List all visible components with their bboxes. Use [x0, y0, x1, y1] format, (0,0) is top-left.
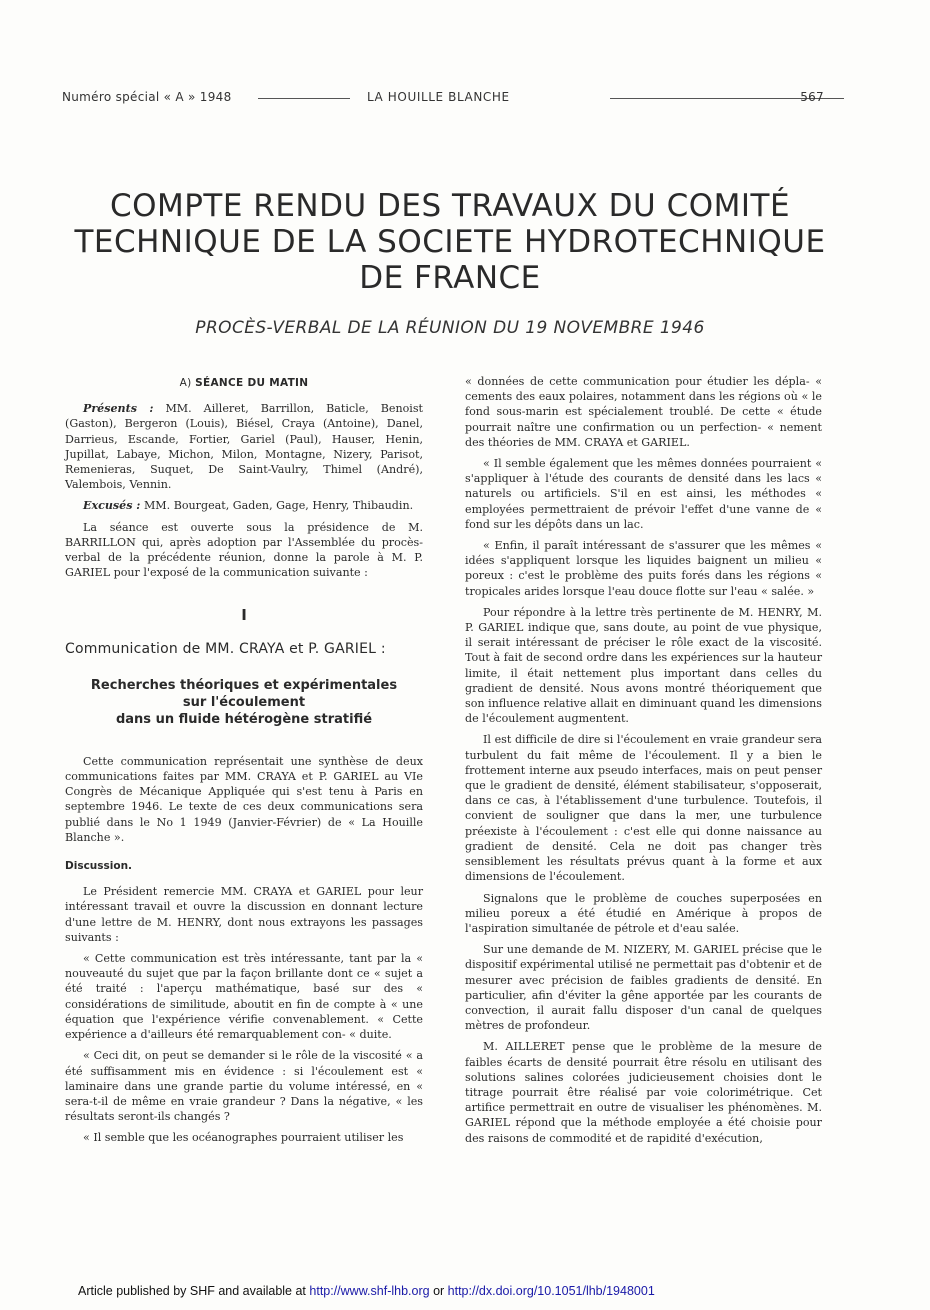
discussion-paragraph-3: « Ceci dit, on peut se demander si le rôle de la viscosité « a été suffisamment mis en évidence : si l'écoulement est « laminaire dans une grande partie du volume intéressé, en « sera-t-il de même en vraie grandeur ? Dans la négative, « les résultats seront-ils changés ? [65, 1049, 423, 1124]
footer-prefix: Article published by SHF and available at [78, 1284, 310, 1298]
footer-or: or [429, 1284, 448, 1298]
section-prefix: A) [179, 377, 192, 389]
right-paragraph-6: Signalons que le problème de couches superposées en milieu poreux a été étudié en Amérique à propos de l'aspiration simultanée de pétrole et d'eau salée. [465, 891, 822, 935]
right-paragraph-4: Pour répondre à la lettre très pertinente de M. HENRY, M. P. GARIEL indique que, sans doute, au point de vue physique, il serait intéressant de préciser le rôle exact de la viscosité. Tout à fait de second ordre dans les expériences sur la hauteur limite, il était nettement plus important dans celles du gradient de densité. Nous avons montré théoriquement que son influence relative allait en diminuant quand les dimensions de l'écoulement augmentent. [465, 605, 822, 726]
comm-title-line-1: Recherches théoriques et expérimentales [90, 677, 398, 693]
doi-link[interactable]: http://dx.doi.org/10.1051/lhb/1948001 [447, 1284, 655, 1298]
publication-footer [78, 1284, 655, 1298]
right-paragraph-7: Sur une demande de M. NIZERY, M. GARIEL précise que le dispositif expérimental utilisé ne permettait pas d'obtenir et de mesurer avec précision de faibles gradients de densité. En particulier, afin d'éviter la gêne apportée par les courants de convection, il aurait fallu disposer d'un canal de quelques mètres de profondeur. [465, 943, 822, 1033]
page-number: 567 [800, 90, 824, 104]
presents-text: MM. Ailleret, Barrillon, Baticle, Benoist (Gaston), Bergeron (Louis), Biésel, Craya (Antoine), Danel, Darrieus, Escande, Fortier, Gariel (Paul), Hauser, Henin, Jupillat, Labaye, Michon, Milon, Montagne, Nizery, Parisot, Remenieras, Suquet, De Saint-Vaulry, Thimel (André), Valembois, Vennin. [65, 402, 423, 492]
journal-name: LA HOUILLE BLANCHE [367, 90, 510, 104]
right-paragraph-1: « données de cette communication pour étudier les dépla- « cements des eaux polaires, notamment dans les régions où « le fond sous-marin est spécialement troublé. De cette « étude pourrait naître une confirmation ou un perfection- « nement des théories de MM. CRAYA et GARIEL. [465, 375, 822, 449]
discussion-paragraph-4: « Il semble que les océanographes pourraient utiliser les [83, 1131, 404, 1145]
excuses-label: Excusés : [83, 499, 141, 513]
excuses-paragraph [65, 498, 423, 513]
presents-paragraph [65, 401, 423, 492]
discussion-paragraph-2: « Cette communication est très intéressante, tant par la « nouveauté du sujet que par la façon brillante dont ce « sujet a été traité : l'aperçu mathématique, basé sur des « considérations de similitude, aboutit en fin de compte à « une équation que l'expérience vérifie convenablement. « Cette expérience a d'ailleurs été remarquablement con- « duite. [65, 952, 423, 1042]
header-rule-left [258, 98, 350, 99]
issue-label: Numéro spécial « A » 1948 [62, 90, 232, 104]
right-paragraph-3: « Enfin, il paraît intéressant de s'assurer que les mêmes « idées s'appliquent lorsque les liquides baignent un milieu « poreux : c'est le problème des puits forés dans les régions « tropicales arides lorsque l'eau douce flotte sur l'eau « salée. » [465, 539, 822, 598]
communication-heading: Communication de MM. CRAYA et P. GARIEL : [65, 640, 386, 657]
discussion-paragraph-1: Le Président remercie MM. CRAYA et GARIEL pour leur intéressant travail et ouvre la discussion en donnant lecture d'une lettre de M. HENRY, dont nous extrayons les passages suivants : [65, 885, 423, 944]
excuses-text: MM. Bourgeat, Gaden, Gage, Henry, Thibaudin. [143, 499, 414, 513]
right-paragraph-8: M. AILLERET pense que le problème de la mesure de faibles écarts de densité pourrait être résolu en utilisant des solutions salines colorées judicieusement choisies dont le titrage pourrait être réalisé par voie colorimétrique. Cet artifice permettrait en outre de visualiser les phénomènes. M. GARIEL répond que la méthode employée a été choisie pour des raisons de commodité et de rapidité d'exécution, [465, 1040, 822, 1145]
comm-title-line-2: sur l'écoulement [182, 694, 306, 710]
right-paragraph-2: « Il semble également que les mêmes données pourraient « s'appliquer à l'étude des courants de densité dans les lacs « naturels ou artificiels. S'il en est ainsi, les méthodes « employées permettraient de prévoir l'effet d'une vanne de « fond sur les dépôts dans un lac. [465, 457, 822, 531]
opening-paragraph: La séance est ouverte sous la présidence de M. BARRILLON qui, après adoption par l'Assemblée du procès-verbal de la précédente réunion, donne la parole à M. P. GARIEL pour l'exposé de la communication suivante : [65, 520, 423, 580]
comm-title-line-3: dans un fluide hétérogène stratifié [115, 711, 373, 727]
presents-label: Présents : [83, 402, 154, 416]
communication-title [65, 677, 423, 728]
right-column [465, 374, 822, 1146]
right-paragraph-5: Il est difficile de dire si l'écoulement en vraie grandeur sera turbulent du fait même de l'écoulement. Il y a bien le frottement interne aux pseudo interfaces, mais on peut penser que le gradient de densité, élément stabilisateur, s'opposerait, dans ce cas, à l'établissement d'une turbulence. Toutefois, il convient de souligner que dans la mer, une turbulence préexiste à l'écoulement : c'est elle qui donne naissance au gradient de densité. Cela ne doit pas changer très sensiblement les résultats prévus quant à la forme et aux dimensions de l'écoulement. [465, 733, 822, 884]
section-heading [65, 376, 423, 391]
title-line-3: DE FRANCE [359, 260, 541, 296]
running-header [62, 90, 824, 106]
section-title: SÉANCE DU MATIN [195, 377, 309, 389]
section-number: I [241, 606, 247, 625]
article-subtitle: PROCÈS-VERBAL DE LA RÉUNION DU 19 NOVEMBRE 1946 [195, 318, 705, 338]
shf-link[interactable]: http://www.shf-lhb.org [309, 1284, 430, 1298]
intro-paragraph: Cette communication représentait une synthèse de deux communications faites par MM. CRAYA et P. GARIEL au VIe Congrès de Mécanique Appliquée qui s'est tenu à Paris en septembre 1946. Le texte de ces deux communications sera publié dans le No 1 1949 (Janvier-Février) de « La Houille Blanche ». [65, 754, 423, 844]
article-title [60, 188, 840, 296]
discussion-heading: Discussion. [65, 860, 133, 873]
title-line-2: TECHNIQUE DE LA SOCIETE HYDROTECHNIQUE [74, 224, 826, 260]
title-line-1: COMPTE RENDU DES TRAVAUX DU COMITÉ [109, 188, 791, 224]
left-column [65, 374, 423, 1146]
